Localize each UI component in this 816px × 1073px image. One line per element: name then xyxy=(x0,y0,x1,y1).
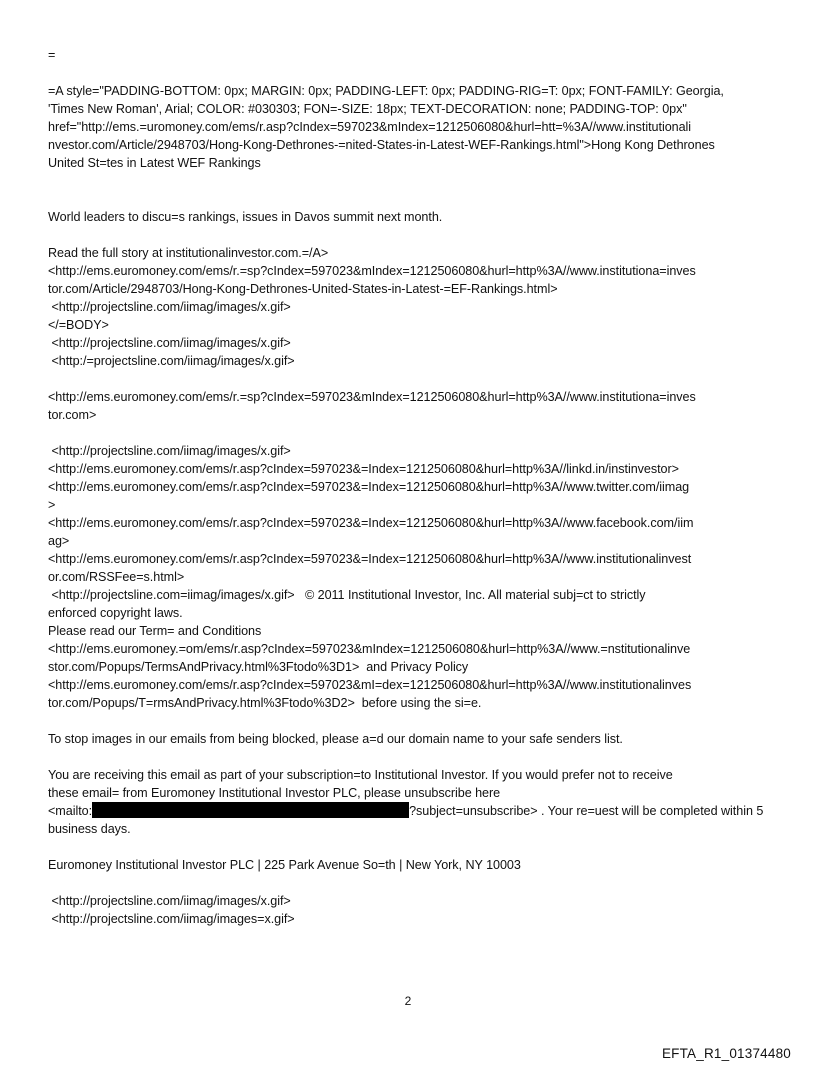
text-line: <http://ems.euromoney.com/ems/r.asp?cIndex=597023&=Index=1212506080&hurl=http%3A//www.twitter.com/iimag xyxy=(48,480,690,494)
text-line: enforced copyright laws. xyxy=(48,606,183,620)
spacer xyxy=(48,172,772,208)
text-line: <http://ems.euromoney.com/ems/r.=sp?cIndex=597023&mIndex=1212506080&hurl=http%3A//www.institutiona=inves xyxy=(48,390,696,404)
spacer xyxy=(48,874,772,892)
text-line: > xyxy=(48,498,56,512)
text-line: href="http://ems.=uromoney.com/ems/r.asp?cIndex=597023&mIndex=1212506080&hurl=htt=%3A//www.institutionali xyxy=(48,120,692,134)
text-line: </=BODY> xyxy=(48,318,109,332)
text-line: World leaders to discu=s rankings, issues in Davos summit next month. xyxy=(48,210,443,224)
text-line: nvestor.com/Article/2948703/Hong-Kong-Dethrones-=nited-States-in-Latest-WEF-Rankings.html">Hong Kong Dethrones xyxy=(48,138,715,152)
text-line: or.com/RSSFee=s.html> xyxy=(48,570,185,584)
text-line: You are receiving this email as part of your subscription=to Institutional Investor. If you would prefer not to receive xyxy=(48,768,673,782)
text-line: Read the full story at institutionalinvestor.com.=/A> xyxy=(48,246,329,260)
mailto-line xyxy=(48,802,772,820)
text-line: <http://projectsline.com/iimag/images/x.gif> xyxy=(48,894,291,908)
spacer xyxy=(48,424,772,442)
text-line: To stop images in our emails from being blocked, please a=d our domain name to your safe senders list. xyxy=(48,732,623,746)
spacer xyxy=(48,712,772,730)
mailto-prefix: <mailto: xyxy=(48,804,93,818)
text-line: business days. xyxy=(48,822,131,836)
text-line: <http://projectsline.com/iimag/images/x.gif> xyxy=(48,444,291,458)
text-line: 'Times New Roman', Arial; COLOR: #030303; FON=-SIZE: 18px; TEXT-DECORATION: none; PADDING-TOP: 0px" xyxy=(48,102,687,116)
page-number: 2 xyxy=(404,994,412,1008)
redaction-bar xyxy=(92,802,409,818)
text-line: these email= from Euromoney Institutional Investor PLC, please unsubscribe here xyxy=(48,786,501,800)
text-line: <http://ems.euromoney.com/ems/r.asp?cIndex=597023&=Index=1212506080&hurl=http%3A//www.facebook.com/iim xyxy=(48,516,694,530)
text-line: Please read our Term= and Conditions xyxy=(48,624,262,638)
text-line: =A style="PADDING-BOTTOM: 0px; MARGIN: 0px; PADDING-LEFT: 0px; PADDING-RIG=T: 0px; FONT-FAMILY: Georgia, xyxy=(48,84,724,98)
spacer xyxy=(48,838,772,856)
spacer xyxy=(48,370,772,388)
text-line: tor.com/Article/2948703/Hong-Kong-Dethrones-United-States-in-Latest-=EF-Rankings.html> xyxy=(48,282,558,296)
text-line: stor.com/Popups/TermsAndPrivacy.html%3Ftodo%3D1> and Privacy Policy xyxy=(48,660,469,674)
text-line: ag> xyxy=(48,534,70,548)
text-line: <http://ems.euromoney.=om/ems/r.asp?cIndex=597023&mIndex=1212506080&hurl=http%3A//www.=nstitutionalinve xyxy=(48,642,691,656)
text-line: tor.com/Popups/T=rmsAndPrivacy.html%3Ftodo%3D2> before using the si=e. xyxy=(48,696,482,710)
text-line: <http:/=projectsline.com/iimag/images/x.gif> xyxy=(48,354,295,368)
text-line: <http://projectsline.com/iimag/images=x.gif> xyxy=(48,912,295,926)
document-id: EFTA_R1_01374480 xyxy=(661,1046,791,1061)
text-line: <http://projectsline.com/iimag/images/x.gif> xyxy=(48,336,291,350)
spacer xyxy=(48,226,772,244)
text-line: Euromoney Institutional Investor PLC | 225 Park Avenue So=th | New York, NY 10003 xyxy=(48,858,521,872)
text-line: = xyxy=(48,48,56,62)
text-line: <http://projectsline.com/iimag/images/x.gif> xyxy=(48,300,291,314)
text-line: <http://ems.euromoney.com/ems/r.asp?cIndex=597023&=Index=1212506080&hurl=http%3A//linkd.in/instinvestor> xyxy=(48,462,679,476)
text-line: tor.com> xyxy=(48,408,97,422)
email-body xyxy=(48,46,772,928)
spacer xyxy=(48,64,772,82)
mailto-suffix: ?subject=unsubscribe> . Your re=uest will be completed within 5 xyxy=(409,804,764,818)
text-line: <http://ems.euromoney.com/ems/r.asp?cIndex=597023&mI=dex=1212506080&hurl=http%3A//www.institutionalinves xyxy=(48,678,692,692)
text-line: <http://ems.euromoney.com/ems/r.asp?cIndex=597023&=Index=1212506080&hurl=http%3A//www.institutionalinvest xyxy=(48,552,692,566)
spacer xyxy=(48,748,772,766)
text-line: United St=tes in Latest WEF Rankings xyxy=(48,156,261,170)
text-line: <http://ems.euromoney.com/ems/r.=sp?cIndex=597023&mIndex=1212506080&hurl=http%3A//www.institutiona=inves xyxy=(48,264,696,278)
text-line: <http://projectsline.com=iimag/images/x.gif> © 2011 Institutional Investor, Inc. All material subj=ct to strictly xyxy=(48,588,646,602)
